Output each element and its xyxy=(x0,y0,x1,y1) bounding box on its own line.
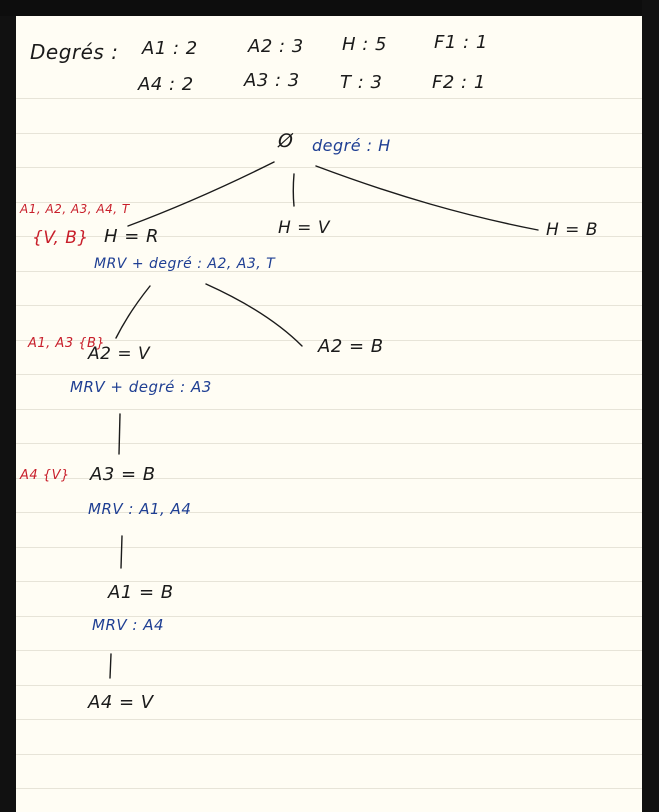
node-a3-b: A3 = B xyxy=(90,464,156,485)
degree-a2: A2 : 3 xyxy=(248,36,304,57)
degree-t: T : 3 xyxy=(340,72,383,93)
h-r-affected-vars: A1, A2, A3, A4, T xyxy=(20,202,130,216)
a2-v-heuristic: MRV + degré : A3 xyxy=(70,378,212,396)
node-a2-v: A2 = V xyxy=(88,344,151,364)
degree-f1: F1 : 1 xyxy=(434,32,488,53)
left-frame xyxy=(0,0,16,812)
degree-h: H : 5 xyxy=(342,34,387,55)
node-h-b: H = B xyxy=(546,220,598,240)
edge-hr-to-a2b xyxy=(206,284,302,346)
degree-a3: A3 : 3 xyxy=(244,70,300,91)
edge-a3b-to-a1b xyxy=(121,536,122,568)
root-degree-heuristic: degré : H xyxy=(312,136,391,155)
h-r-heuristic: MRV + degré : A2, A3, T xyxy=(94,256,276,272)
degrees-title: Degrés : xyxy=(30,40,119,64)
node-h-r: H = R xyxy=(104,226,160,247)
a2-v-domains: A1, A3 {B} xyxy=(28,336,106,351)
a3-b-domains: A4 {V} xyxy=(20,468,70,483)
edge-hr-to-a2v xyxy=(116,286,150,338)
edge-a1b-to-a4v xyxy=(110,654,111,678)
right-frame xyxy=(642,0,659,812)
notebook-page xyxy=(16,16,642,812)
top-frame xyxy=(0,0,659,16)
node-a4-v: A4 = V xyxy=(88,692,154,713)
degree-a4: A4 : 2 xyxy=(138,74,194,95)
a3-b-heuristic: MRV : A1, A4 xyxy=(88,500,192,518)
degree-f2: F2 : 1 xyxy=(432,72,486,93)
node-a2-b: A2 = B xyxy=(318,336,384,357)
edge-root-to-left xyxy=(128,162,274,226)
edge-root-to-middle xyxy=(293,174,294,206)
root-node-symbol: Ø xyxy=(278,130,294,152)
edge-a2v-to-a3b xyxy=(119,414,120,454)
node-h-v: H = V xyxy=(278,218,330,238)
node-a1-b: A1 = B xyxy=(108,582,174,603)
degree-a1: A1 : 2 xyxy=(142,38,198,59)
h-r-domains: {V, B} xyxy=(32,228,89,248)
edge-root-to-right xyxy=(316,166,538,230)
a1-b-heuristic: MRV : A4 xyxy=(92,616,165,634)
